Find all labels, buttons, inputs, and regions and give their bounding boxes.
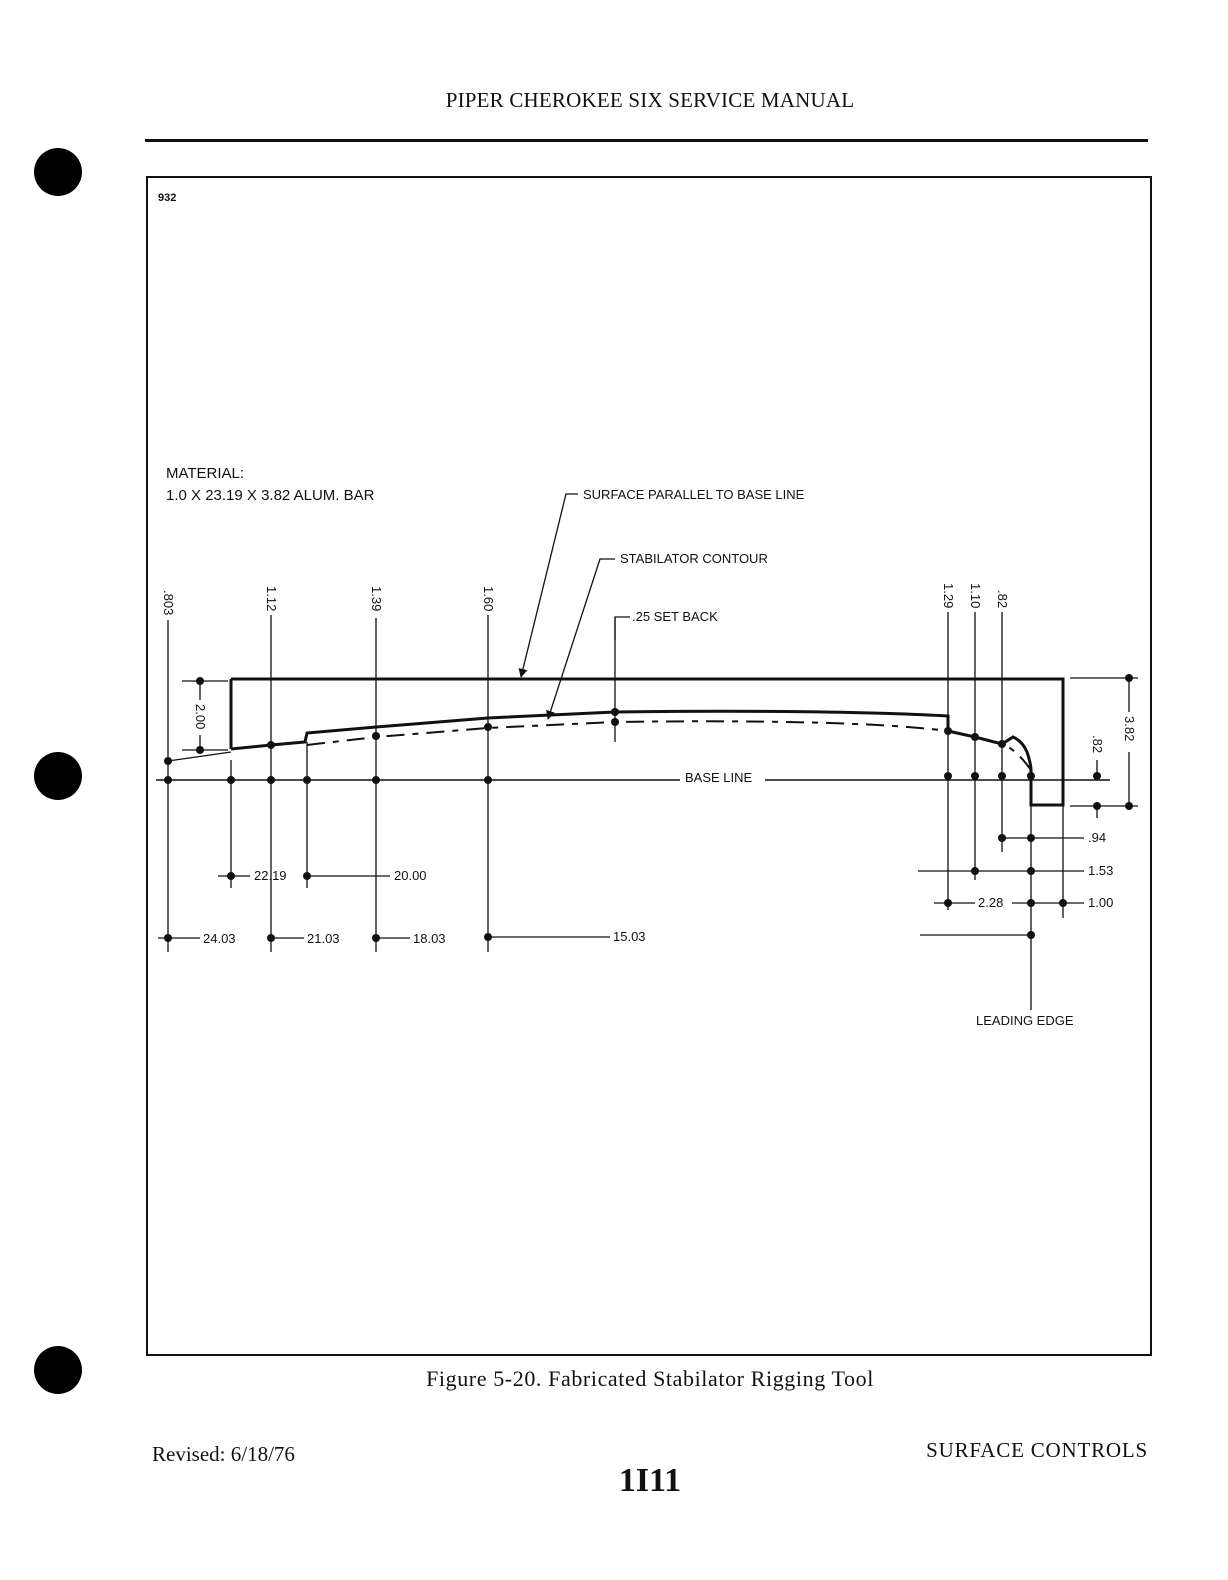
page-number: 1I11 [618, 1462, 682, 1499]
figure-number: 932 [158, 192, 177, 204]
callout-stabilator-contour [548, 559, 615, 719]
dim-2-28: 2.28 [978, 895, 1004, 910]
leading-edge-label: LEADING EDGE [976, 1013, 1074, 1028]
callout-surface-parallel-label: SURFACE PARALLEL TO BASE LINE [583, 487, 805, 502]
figure-caption: Figure 5-20. Fabricated Stabilator Rigging Tool [426, 1366, 874, 1391]
callout-set-back [615, 617, 630, 640]
callout-set-back-label: .25 SET BACK [632, 609, 718, 624]
station-15-03: 15.03 [613, 929, 646, 944]
height-label-803: .803 [161, 590, 176, 616]
material-spec: 1.0 X 23.19 X 3.82 ALUM. BAR [166, 487, 375, 504]
station-18-03: 18.03 [413, 931, 446, 946]
height-label-110: 1.10 [968, 583, 983, 609]
tool-outline [231, 679, 1063, 805]
station-22-19: 22.19 [254, 868, 287, 883]
height-label-129: 1.29 [941, 583, 956, 609]
dim-1-00: 1.00 [1088, 895, 1114, 910]
callout-stabilator-contour-label: STABILATOR CONTOUR [620, 551, 768, 566]
height-label-82: .82 [995, 590, 1010, 609]
station-24-03: 24.03 [203, 931, 236, 946]
right-dims [918, 838, 1084, 935]
height-label-139: 1.39 [369, 586, 384, 612]
material-label: MATERIAL: [166, 465, 245, 482]
section-title: SURFACE CONTROLS [926, 1438, 1148, 1462]
page-header-title: PIPER CHEROKEE SIX SERVICE MANUAL [445, 88, 855, 112]
callout-surface-parallel [521, 494, 578, 677]
setback-contour-line [307, 721, 1031, 770]
base-line-label: BASE LINE [685, 770, 753, 785]
station-lines [168, 612, 1063, 1010]
station-21-03: 21.03 [307, 931, 340, 946]
dim-3-82-label: 3.82 [1122, 716, 1137, 742]
height-label-160: 1.60 [481, 586, 496, 612]
dim-94: .94 [1088, 830, 1107, 845]
dim-1-53: 1.53 [1088, 863, 1114, 878]
dim-2-00-label: 2.00 [193, 704, 208, 730]
height-label-112: 1.12 [264, 586, 279, 612]
dim-82-right-label: .82 [1090, 735, 1105, 754]
measurement-dots [164, 674, 1133, 810]
revised-date: Revised: 6/18/76 [152, 1442, 295, 1466]
station-20-00: 20.00 [394, 868, 427, 883]
